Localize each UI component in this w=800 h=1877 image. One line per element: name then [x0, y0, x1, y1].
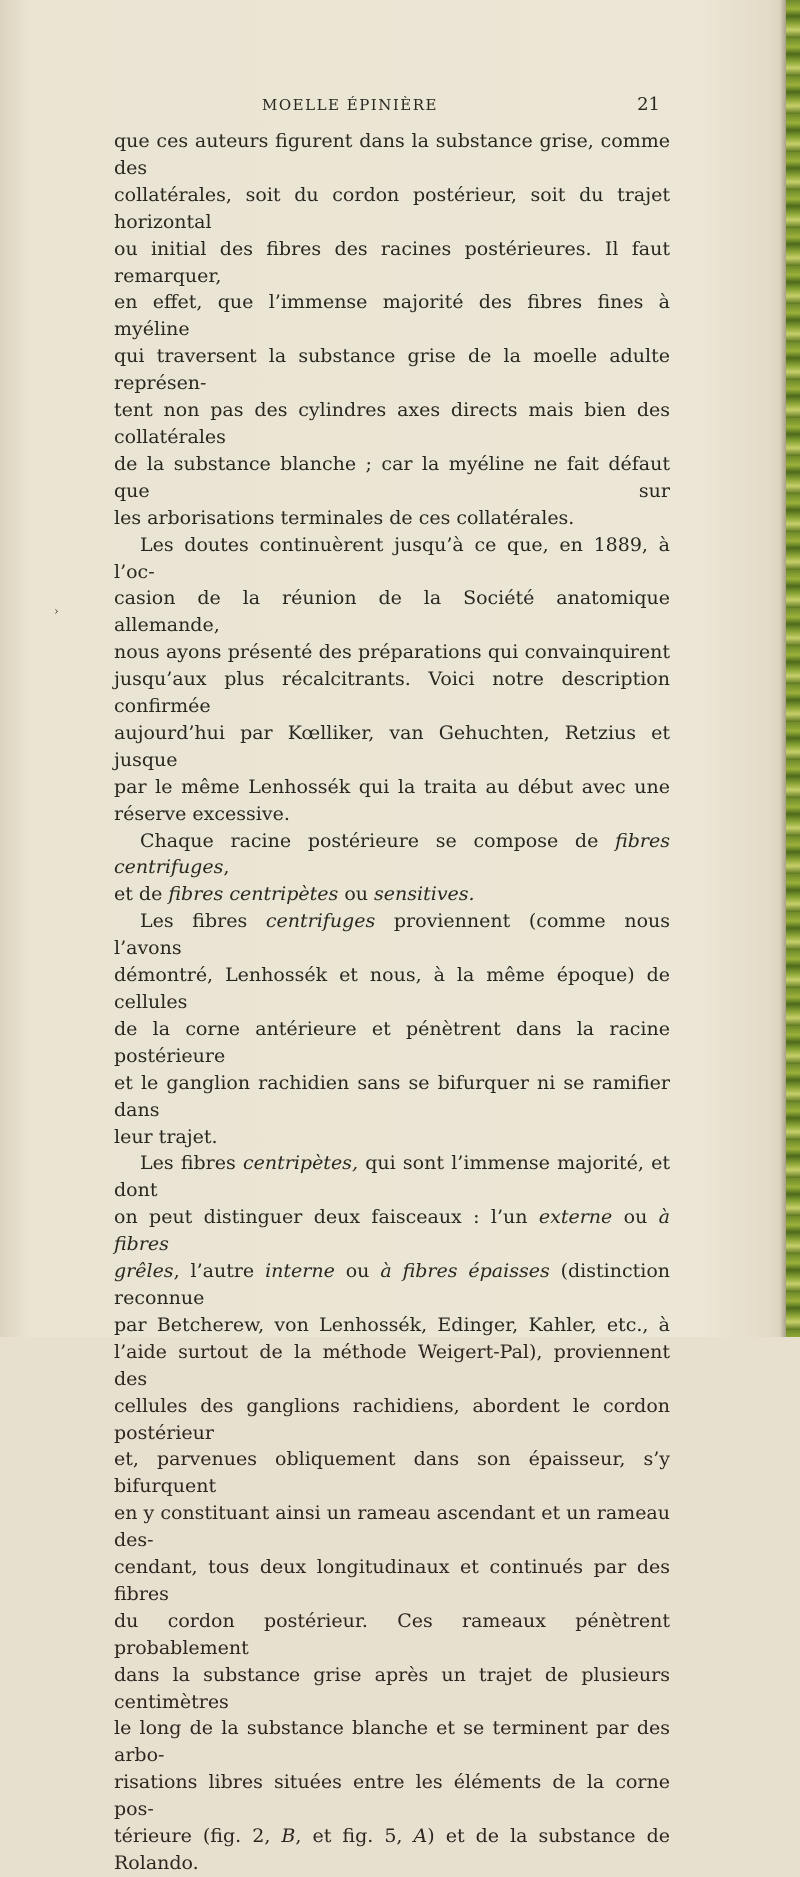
text-line: réserve excessive. — [114, 802, 290, 825]
text-line: que ces auteurs figurent dans la substance grise, comme des — [114, 130, 670, 179]
text-line: aujourd’hui par Kœlliker, van Gehuchten, Retzius et jusque — [114, 721, 670, 771]
text-line: Les fibres centripètes, qui sont l’immense majorité, et dont — [114, 1152, 670, 1202]
italic-term: B — [281, 1825, 296, 1848]
text-line: l’aide surtout de la méthode Weigert-Pal), proviennent des — [114, 1340, 670, 1390]
page-header — [120, 96, 660, 122]
margin-mark: › — [54, 604, 59, 618]
text-line: risations libres situées entre les éléments de la corne pos- — [114, 1771, 670, 1821]
italic-term: externe — [538, 1206, 613, 1229]
text-line: de la corne antérieure et pénètrent dans la racine postérieure — [114, 1017, 670, 1067]
italic-term: centrifuges — [265, 910, 376, 933]
text-line: démontré, Lenhossék et nous, à la même époque) de cellules — [114, 964, 670, 1013]
text-line: casion de la réunion de la Société anatomique allemande, — [114, 587, 670, 637]
text-line: Les fibres centrifuges proviennent (comme nous l’avons — [114, 910, 670, 960]
page-number: 21 — [637, 94, 660, 115]
text-line: on peut distinguer deux faisceaux : l’un externe ou à fibres — [114, 1206, 670, 1256]
text-line: qui traversent la substance grise de la moelle adulte représen- — [114, 345, 670, 395]
text-line: du cordon postérieur. Ces rameaux pénètrent probablement — [114, 1609, 670, 1659]
text-line: et, parvenues obliquement dans son épaisseur, s’y bifurquent — [114, 1448, 670, 1498]
text-line: térieure (fig. 2, B, et fig. 5, A) et de la substance de — [114, 1825, 670, 1848]
italic-term: A — [413, 1825, 428, 1848]
italic-term: centripètes, — [242, 1152, 358, 1175]
italic-term: grêles — [114, 1260, 174, 1283]
body-text — [114, 128, 670, 1877]
text-line: jusqu’aux plus récalcitrants. Voici notre description confirmée — [114, 668, 670, 718]
book-spine-edge — [786, 0, 800, 1337]
text-line: grêles, l’autre interne ou à fibres épaisses (distinction reconnue — [114, 1260, 670, 1309]
italic-term: interne — [265, 1260, 335, 1283]
text-line: en effet, que l’immense majorité des fibres fines à myéline — [114, 291, 670, 341]
text-line: Chaque racine postérieure se compose de fibres centrifuges, — [114, 829, 670, 879]
italic-term: à fibres — [114, 1206, 670, 1256]
text-line: les arborisations terminales de ces collatérales. — [114, 506, 575, 529]
text-line: tent non pas des cylindres axes directs mais bien des collatérales — [114, 399, 670, 448]
running-title: MOELLE ÉPINIÈRE — [262, 96, 438, 114]
text-line: Rolando. — [114, 1852, 199, 1874]
italic-term: sensitives. — [374, 883, 475, 906]
text-line: Les doutes continuèrent jusqu’à ce que, en 1889, à l’oc- — [114, 533, 670, 583]
text-line: dans la substance grise après un trajet de plusieurs centimètres — [114, 1663, 670, 1713]
text-line: cellules des ganglions rachidiens, abordent le cordon postérieur — [114, 1394, 670, 1444]
text-line: par le même Lenhossék qui la traita au début avec une — [114, 775, 670, 798]
text-line: et de fibres centripètes ou sensitives. — [114, 883, 475, 906]
italic-term: fibres centripètes — [168, 883, 339, 906]
text-line: en y constituant ainsi un rameau ascendant et un rameau des- — [114, 1502, 670, 1552]
text-line: nous ayons présenté des préparations qui convainquirent — [114, 641, 670, 664]
text-line: ou initial des fibres des racines postérieures. Il faut remarquer, — [114, 237, 670, 287]
text-line: collatérales, soit du cordon postérieur, soit du trajet horizontal — [114, 183, 670, 233]
text-line: et le ganglion rachidien sans se bifurquer ni se ramifier dans — [114, 1071, 670, 1121]
text-line: de la substance blanche ; car la myéline ne fait défaut que sur — [114, 452, 670, 502]
text-line: cendant, tous deux longitudinaux et continués par des fibres — [114, 1556, 670, 1605]
italic-term: à fibres épaisses — [380, 1260, 550, 1283]
italic-term: fibres centrifuges — [114, 829, 670, 879]
text-line: par Betcherew, von Lenhossék, Edinger, Kahler, etc., à — [114, 1313, 670, 1336]
text-line: le long de la substance blanche et se terminent par des arbo- — [114, 1717, 670, 1767]
text-line: leur trajet. — [114, 1125, 218, 1148]
